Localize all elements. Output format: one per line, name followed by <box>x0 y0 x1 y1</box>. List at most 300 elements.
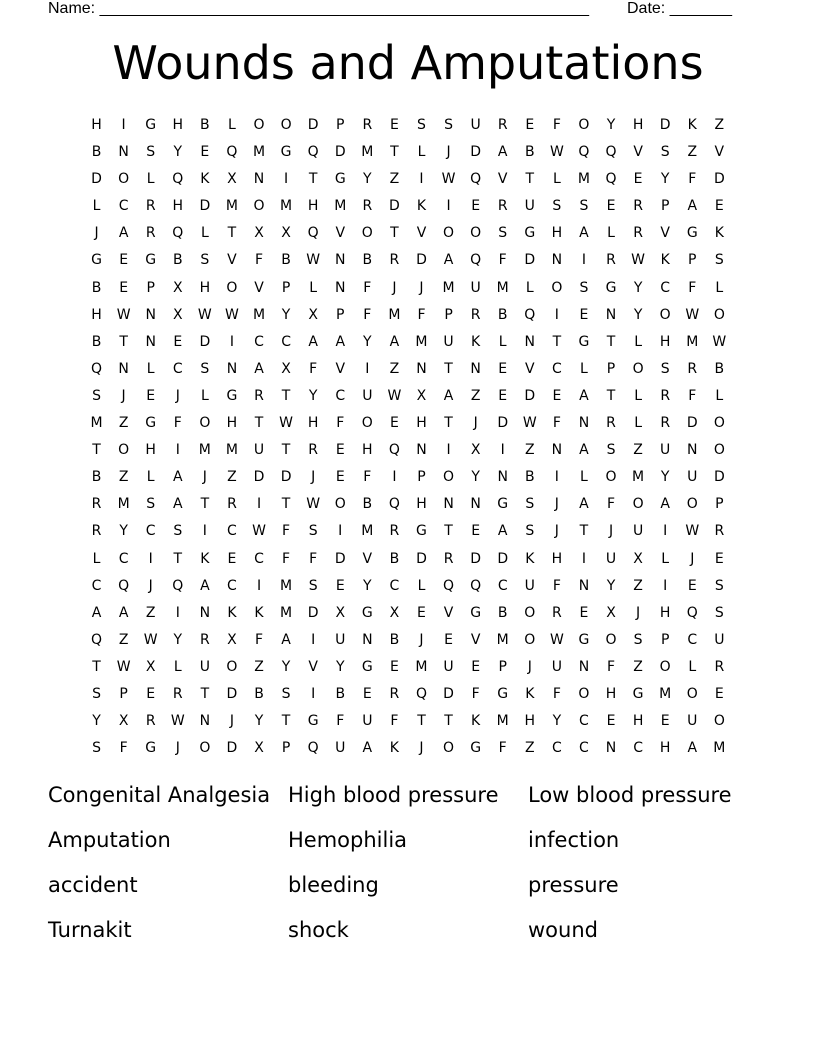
grid-letter: F <box>363 469 372 486</box>
grid-letter: G <box>416 523 427 540</box>
grid-letter: E <box>633 171 643 188</box>
grid-letter: H <box>632 713 644 730</box>
grid-letter: K <box>687 117 697 133</box>
grid-letter: U <box>524 198 535 215</box>
grid-letter: E <box>335 577 345 594</box>
grid-letter: Y <box>660 469 670 486</box>
grid-letter: Q <box>388 442 400 459</box>
grid-letter: Y <box>254 713 264 730</box>
grid-letter: Z <box>254 658 264 675</box>
grid-letter: T <box>92 442 101 459</box>
grid-letter: S <box>146 144 156 161</box>
grid-row <box>83 383 733 410</box>
grid-letter: W <box>116 658 131 675</box>
grid-letter: X <box>281 225 291 242</box>
grid-row <box>83 247 733 274</box>
grid-letter: K <box>525 550 535 567</box>
grid-letter: E <box>471 658 481 675</box>
grid-letter: Q <box>470 171 482 188</box>
grid-letter: H <box>172 198 184 215</box>
grid-letter: U <box>714 631 725 648</box>
grid-letter: Y <box>363 333 372 350</box>
grid-letter: Q <box>578 144 590 161</box>
grid-letter: K <box>416 198 427 215</box>
grid-letter: X <box>172 306 183 323</box>
grid-letter: J <box>608 523 614 540</box>
word-bank-item: wound <box>528 918 598 942</box>
grid-letter: X <box>308 306 318 323</box>
grid-letter: B <box>497 306 508 323</box>
grid-letter: G <box>497 496 509 513</box>
grid-letter: E <box>471 198 481 215</box>
grid-letter: S <box>714 252 724 269</box>
grid-letter: E <box>660 713 670 730</box>
grid-letter: E <box>471 523 481 540</box>
grid-letter: L <box>525 279 534 296</box>
grid-letter: W <box>197 306 212 323</box>
grid-letter: Q <box>686 604 698 621</box>
grid-letter: A <box>389 333 400 350</box>
word-bank-item: bleeding <box>288 873 379 897</box>
grid-letter: U <box>470 279 481 296</box>
word-bank-item: infection <box>528 828 620 852</box>
grid-letter: Q <box>524 306 536 323</box>
grid-letter: X <box>118 713 129 730</box>
grid-letter: W <box>225 306 239 323</box>
grid-letter: E <box>606 198 616 215</box>
grid-letter: R <box>145 198 156 215</box>
grid-letter: D <box>334 550 346 567</box>
grid-letter: W <box>549 144 564 161</box>
grid-letter: O <box>713 306 725 323</box>
grid-letter: R <box>497 117 508 133</box>
grid-letter: U <box>335 631 346 648</box>
grid-letter: R <box>227 496 237 513</box>
grid-letter: B <box>91 279 102 296</box>
grid-letter: X <box>145 658 156 675</box>
grid-letter: P <box>281 740 291 757</box>
grid-letter: Q <box>118 577 130 594</box>
grid-letter: T <box>390 225 399 242</box>
grid-letter: P <box>444 306 453 323</box>
grid-letter: L <box>634 387 642 404</box>
grid-letter: T <box>200 685 210 702</box>
grid-letter: U <box>660 442 671 459</box>
grid-letter: L <box>552 171 561 188</box>
grid-letter: I <box>446 198 451 215</box>
grid-letter: O <box>334 496 346 513</box>
grid-letter: J <box>527 658 532 675</box>
grid-letter: P <box>119 685 128 702</box>
grid-letter: D <box>389 198 400 215</box>
grid-letter: F <box>282 523 291 540</box>
grid-letter: C <box>687 631 698 648</box>
grid-letter: F <box>254 252 264 269</box>
grid-letter: T <box>606 387 616 404</box>
page-title: Wounds and Amputations <box>112 36 704 90</box>
grid-letter: R <box>660 387 671 404</box>
grid-letter: O <box>632 496 644 513</box>
grid-letter: G <box>497 685 509 702</box>
grid-letter: O <box>443 225 455 242</box>
grid-letter: F <box>119 740 128 757</box>
grid-letter: O <box>605 469 617 486</box>
grid-letter: W <box>387 387 402 404</box>
grid-letter: B <box>335 685 346 702</box>
grid-letter: E <box>525 117 535 133</box>
grid-letter: M <box>388 306 401 323</box>
grid-letter: N <box>118 144 129 161</box>
grid-letter: Z <box>633 442 643 459</box>
grid-letter: O <box>253 117 265 133</box>
grid-letter: A <box>687 198 698 215</box>
grid-letter: I <box>311 685 316 702</box>
grid-letter: W <box>170 713 185 730</box>
grid-letter: P <box>688 252 697 269</box>
grid-letter: J <box>446 144 451 161</box>
grid-letter: T <box>444 523 453 540</box>
grid-letter: G <box>91 252 102 269</box>
grid-letter: D <box>307 604 319 621</box>
grid-letter: T <box>281 496 291 513</box>
grid-letter: C <box>579 740 589 757</box>
grid-letter: C <box>227 577 237 594</box>
grid-letter: E <box>335 469 345 486</box>
grid-letter: Q <box>91 631 103 648</box>
grid-letter: F <box>688 171 697 188</box>
grid-letter: I <box>229 333 234 350</box>
grid-letter: A <box>118 604 129 621</box>
grid-letter: N <box>199 713 211 730</box>
grid-letter: I <box>554 306 559 323</box>
grid-letter: U <box>524 577 535 594</box>
grid-letter: I <box>365 360 370 377</box>
grid-letter: D <box>713 171 725 188</box>
grid-letter: N <box>551 442 563 459</box>
grid-row <box>83 302 733 329</box>
grid-letter: R <box>172 685 183 702</box>
grid-letter: T <box>227 225 237 242</box>
grid-letter: R <box>606 415 616 432</box>
grid-letter: H <box>307 415 319 432</box>
grid-letter: X <box>416 387 427 404</box>
grid-letter: L <box>228 117 236 133</box>
grid-letter: W <box>252 523 266 540</box>
grid-letter: L <box>417 577 426 594</box>
grid-letter: A <box>308 333 318 350</box>
grid-letter: N <box>335 252 346 269</box>
word-bank-item: pressure <box>528 873 619 897</box>
grid-letter: C <box>254 550 264 567</box>
grid-letter: D <box>686 415 698 432</box>
grid-letter: J <box>419 279 424 296</box>
grid-letter: K <box>389 740 399 757</box>
grid-letter: T <box>525 171 535 188</box>
grid-letter: T <box>579 523 589 540</box>
grid-letter: L <box>634 333 642 350</box>
grid-letter: M <box>496 279 509 296</box>
grid-row <box>83 193 733 220</box>
grid-letter: L <box>92 198 101 215</box>
grid-letter: V <box>525 360 535 377</box>
grid-letter: B <box>254 685 264 702</box>
grid-letter: N <box>578 577 590 594</box>
grid-letter: U <box>253 442 265 459</box>
grid-letter: N <box>362 631 373 648</box>
grid-letter: Y <box>173 144 183 161</box>
grid-letter: O <box>686 685 698 702</box>
grid-letter: O <box>524 604 536 621</box>
grid-letter: I <box>338 523 343 540</box>
grid-letter: T <box>281 442 291 459</box>
grid-letter: L <box>173 658 182 675</box>
grid-letter: S <box>92 685 101 702</box>
grid-letter: T <box>417 713 426 730</box>
grid-letter: G <box>632 685 644 702</box>
grid-letter: F <box>552 685 561 702</box>
grid-letter: H <box>145 442 156 459</box>
grid-letter: F <box>606 658 616 675</box>
grid-letter: F <box>309 550 318 567</box>
grid-letter: M <box>280 198 293 215</box>
grid-letter: T <box>92 658 101 675</box>
grid-row <box>83 573 733 600</box>
grid-letter: V <box>470 631 481 648</box>
grid-letter: H <box>91 117 102 133</box>
grid-row <box>83 735 733 762</box>
grid-letter: T <box>444 713 453 730</box>
word-bank-item: High blood pressure <box>288 783 499 807</box>
grid-letter: O <box>226 658 238 675</box>
grid-letter: O <box>632 360 644 377</box>
grid-letter: F <box>336 713 345 730</box>
grid-letter: G <box>605 279 617 296</box>
grid-letter: K <box>471 713 481 730</box>
grid-letter: D <box>659 117 671 133</box>
grid-letter: Y <box>281 306 291 323</box>
word-bank-row <box>48 821 788 866</box>
grid-letter: A <box>579 442 589 459</box>
grid-letter: E <box>687 577 697 594</box>
grid-letter: U <box>470 117 481 133</box>
grid-letter: M <box>225 198 238 215</box>
grid-row <box>83 356 733 383</box>
grid-letter: D <box>226 685 238 702</box>
grid-letter: M <box>361 144 374 161</box>
grid-letter: T <box>119 333 128 350</box>
grid-letter: Q <box>388 496 400 513</box>
grid-letter: P <box>660 198 670 215</box>
grid-letter: W <box>306 496 321 513</box>
grid-letter: V <box>362 550 373 567</box>
grid-letter: W <box>549 631 564 648</box>
grid-row <box>83 112 733 139</box>
grid-row <box>83 546 733 573</box>
grid-letter: V <box>254 279 264 296</box>
grid-letter: S <box>498 225 508 242</box>
grid-letter: E <box>417 604 426 621</box>
grid-letter: O <box>361 225 373 242</box>
grid-letter: B <box>362 496 373 513</box>
grid-letter: C <box>551 360 562 377</box>
grid-letter: H <box>605 685 617 702</box>
grid-letter: Y <box>660 171 670 188</box>
grid-letter: P <box>660 631 670 648</box>
grid-letter: H <box>362 442 373 459</box>
grid-letter: J <box>229 713 234 730</box>
grid-letter: H <box>416 496 427 513</box>
grid-letter: G <box>145 252 157 269</box>
grid-letter: I <box>419 171 424 188</box>
grid-letter: A <box>497 144 508 161</box>
grid-letter: Z <box>524 442 535 459</box>
grid-letter: Z <box>118 469 129 486</box>
grid-letter: V <box>335 360 346 377</box>
grid-letter: W <box>712 333 727 350</box>
grid-letter: S <box>200 252 210 269</box>
word-bank-item: accident <box>48 873 138 897</box>
grid-letter: U <box>443 333 454 350</box>
grid-letter: M <box>659 685 672 702</box>
grid-letter: K <box>471 333 481 350</box>
grid-letter: E <box>200 144 210 161</box>
grid-letter: S <box>579 279 589 296</box>
grid-letter: J <box>175 387 180 404</box>
grid-letter: D <box>199 198 211 215</box>
grid-letter: S <box>281 685 291 702</box>
grid-letter: Q <box>307 225 319 242</box>
grid-letter: G <box>361 658 373 675</box>
grid-letter: B <box>524 144 535 161</box>
grid-letter: R <box>389 252 400 269</box>
grid-letter: D <box>416 252 427 269</box>
grid-letter: S <box>633 631 643 648</box>
grid-letter: G <box>578 333 590 350</box>
grid-letter: B <box>281 252 291 269</box>
grid-letter: N <box>145 306 156 323</box>
grid-row <box>83 491 733 518</box>
grid-letter: E <box>579 306 589 323</box>
grid-letter: S <box>579 198 589 215</box>
grid-letter: E <box>389 117 399 133</box>
grid-letter: D <box>307 117 319 133</box>
grid-letter: B <box>497 604 508 621</box>
grid-letter: G <box>145 740 157 757</box>
grid-letter: F <box>336 415 345 432</box>
grid-letter: S <box>714 577 724 594</box>
grid-letter: L <box>715 387 724 404</box>
grid-letter: R <box>362 198 373 215</box>
grid-letter: D <box>470 550 482 567</box>
grid-letter: F <box>417 306 426 323</box>
grid-letter: F <box>471 685 480 702</box>
grid-letter: Z <box>687 144 698 161</box>
grid-letter: N <box>253 171 265 188</box>
grid-letter: G <box>470 604 482 621</box>
grid-letter: D <box>199 333 211 350</box>
grid-letter: X <box>172 279 183 296</box>
grid-letter: I <box>121 117 126 133</box>
grid-letter: V <box>497 171 508 188</box>
grid-letter: U <box>551 658 562 675</box>
grid-letter: T <box>444 415 453 432</box>
grid-letter: H <box>659 604 671 621</box>
grid-letter: B <box>91 469 102 486</box>
grid-letter: H <box>172 117 184 133</box>
grid-letter: N <box>497 469 508 486</box>
grid-letter: J <box>554 496 559 513</box>
grid-letter: S <box>200 360 210 377</box>
grid-letter: A <box>443 252 454 269</box>
grid-letter: E <box>579 604 589 621</box>
grid-row <box>83 654 733 681</box>
grid-letter: F <box>688 279 697 296</box>
grid-letter: T <box>308 171 318 188</box>
grid-letter: B <box>172 252 183 269</box>
grid-letter: R <box>470 306 481 323</box>
grid-letter: A <box>362 740 373 757</box>
grid-letter: C <box>551 740 562 757</box>
word-bank-row <box>48 911 788 956</box>
grid-letter: G <box>361 604 373 621</box>
grid-letter: E <box>119 279 129 296</box>
word-bank-item: Turnakit <box>48 918 132 942</box>
word-bank-item: Amputation <box>48 828 171 852</box>
grid-letter: O <box>524 631 536 648</box>
grid-letter: A <box>281 631 291 648</box>
grid-letter: C <box>335 387 346 404</box>
grid-letter: O <box>605 631 617 648</box>
grid-letter: O <box>470 225 482 242</box>
grid-letter: T <box>281 387 291 404</box>
grid-letter: L <box>498 333 507 350</box>
grid-letter: Y <box>173 631 183 648</box>
grid-letter: M <box>632 469 645 486</box>
grid-letter: O <box>659 658 671 675</box>
grid-letter: M <box>280 604 293 621</box>
grid-letter: C <box>118 550 129 567</box>
grid-letter: Y <box>119 523 128 540</box>
word-bank-item: shock <box>288 918 349 942</box>
grid-letter: L <box>661 550 670 567</box>
grid-letter: L <box>715 279 724 296</box>
grid-letter: R <box>633 198 643 215</box>
grid-letter: M <box>577 171 590 188</box>
grid-letter: E <box>146 685 156 702</box>
grid-letter: I <box>148 550 153 567</box>
grid-letter: U <box>632 523 644 540</box>
grid-letter: Y <box>606 117 616 133</box>
grid-letter: O <box>280 117 292 133</box>
grid-letter: Q <box>307 740 319 757</box>
grid-letter: F <box>552 577 561 594</box>
grid-letter: P <box>606 360 616 377</box>
grid-row <box>83 600 733 627</box>
grid-letter: N <box>524 333 536 350</box>
grid-letter: B <box>91 144 102 161</box>
grid-letter: N <box>226 360 238 377</box>
grid-letter: U <box>687 713 698 730</box>
grid-letter: I <box>256 577 262 594</box>
grid-letter: N <box>199 604 211 621</box>
grid-letter: L <box>580 469 588 486</box>
grid-letter: R <box>389 523 400 540</box>
grid-letter: O <box>443 740 455 757</box>
grid-letter: M <box>415 333 428 350</box>
grid-letter: Q <box>415 685 427 702</box>
grid-letter: E <box>119 252 129 269</box>
grid-letter: U <box>605 550 617 567</box>
